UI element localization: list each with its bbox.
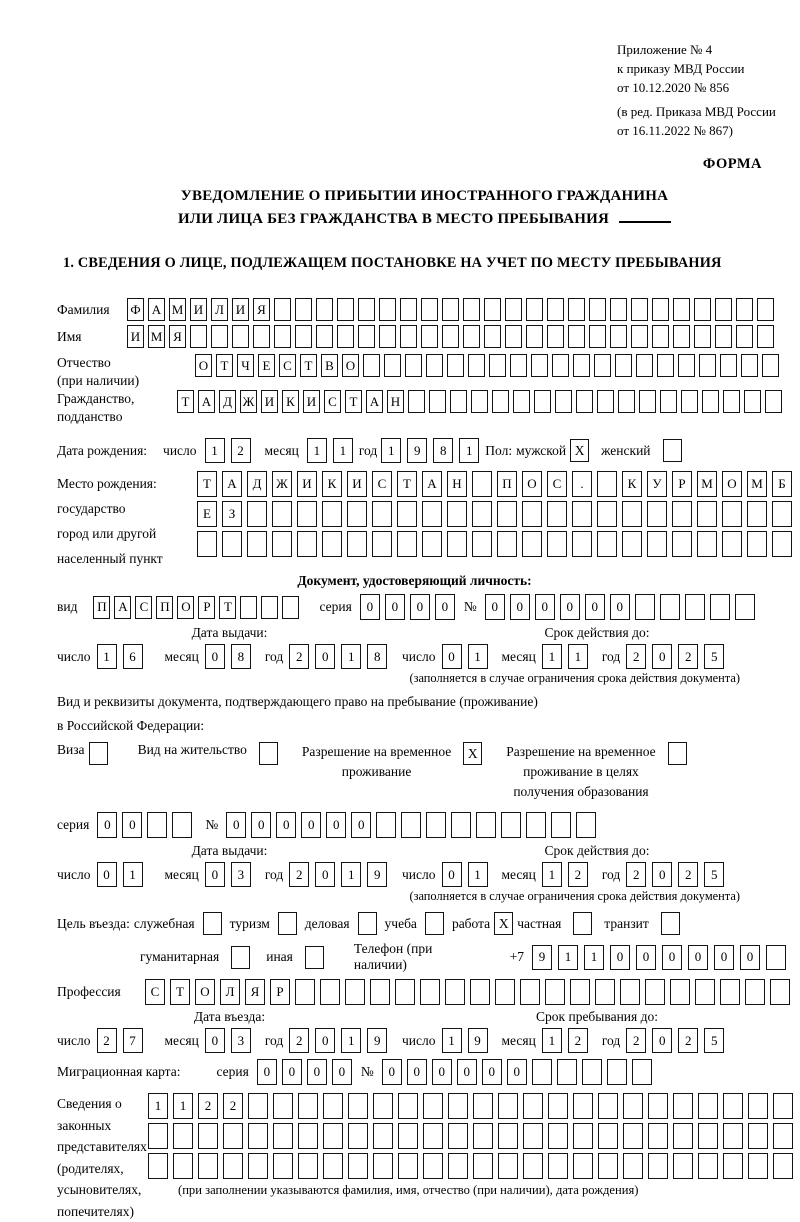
surname-row [57,298,792,321]
stay-valid-col [402,843,792,887]
birthplace-labels: Место рождения: государство город или другой населенный пункт [57,476,163,566]
migration-card-label: Миграционная карта: [57,1064,181,1079]
doc-number-label: № [463,599,477,614]
representatives-row3-cells[interactable] [148,1153,798,1179]
entry-date-title: Дата въезда: [193,1009,266,1024]
month-label: месяц [164,866,199,882]
identity-valid-month-cells[interactable]: 1 1 [542,644,594,669]
sex-male-checkbox[interactable]: X [570,439,589,462]
identity-issued-col [57,625,402,669]
birth-year-cells[interactable]: 1 9 8 1 [381,438,485,463]
form-title-line1: УВЕДОМЛЕНИЕ О ПРИБЫТИИ ИНОСТРАННОГО ГРАЖДАНИНА [180,188,669,204]
birthplace-row1-cells[interactable]: Т А Д Ж И К И С Т А Н П О С . К У Р М О М Б [197,471,797,497]
identity-doc-row [57,594,792,620]
identity-valid-col [402,625,792,669]
entry-day-cells[interactable]: 2 7 [97,1028,149,1053]
appendix-line: Приложение № 4 [617,42,713,57]
patronymic-label: Отчество (при наличии) [57,355,140,388]
visa-checkbox[interactable] [89,742,108,765]
section1-heading: 1. СВЕДЕНИЯ О ЛИЦЕ, ПОДЛЕЖАЩЕМ ПОСТАНОВКЕ НА УЧЕТ ПО МЕСТУ ПРЕБЫВАНИЯ [63,255,722,271]
doc-series-label: серия [319,599,352,614]
migration-card-row [57,1059,792,1085]
migration-series-label: серия [216,1064,249,1079]
surname-cells[interactable]: Ф А М И Л И Я [127,298,778,321]
profession-cells[interactable]: С Т О Л Я Р [145,979,795,1005]
stay-series-cells[interactable]: 0 0 [97,812,197,838]
stay-valid-day-cells[interactable]: 0 1 [442,862,494,887]
birth-row [57,438,792,463]
representatives-cells [148,1093,798,1198]
birth-label: Дата рождения: [57,442,148,458]
purpose-option-label: учеба [384,915,417,931]
purpose-transit-checkbox[interactable] [661,912,680,935]
profession-label: Профессия [57,984,121,999]
citizenship-cells[interactable]: Т А Д Ж И К И С Т А Н [177,390,786,413]
surname-label: Фамилия [57,301,110,317]
birthplace-cells [197,471,797,561]
form-title-line2: ИЛИ ЛИЦА БЕЗ ГРАЖДАНСТВА В МЕСТО ПРЕБЫВАНИЯ [57,208,792,231]
edition-line: (в ред. Приказа МВД России [617,104,776,119]
year-label: год [601,648,621,664]
phone-label: Телефон (при наличии) [353,941,433,972]
sex-male-label: мужской [516,442,567,458]
stay-valid-title: Срок действия до: [544,843,650,858]
entry-date-col [57,1009,402,1053]
representatives-row1-cells[interactable]: 1 1 2 2 [148,1093,798,1119]
month-label: месяц [501,1032,536,1048]
residence-permit-label: Вид на жительство [137,742,247,757]
day-label: число [57,648,91,664]
identity-issued-year-cells[interactable]: 2 0 1 8 [289,644,393,669]
purpose-option-label: транзит [604,915,649,931]
stay-until-month-cells[interactable]: 1 2 [542,1028,594,1053]
temp-permit-checkbox[interactable]: X [463,742,482,765]
purpose-official-checkbox[interactable] [203,912,222,935]
stay-series-label: серия [57,817,90,832]
year-label: год [264,1032,284,1048]
birth-year-label: год [358,442,378,458]
residence-permit-checkbox[interactable] [259,742,278,765]
purpose-study-checkbox[interactable] [425,912,444,935]
given-name-row [57,325,792,348]
purpose-humanitarian-checkbox[interactable] [231,946,250,969]
year-label: год [601,1032,621,1048]
purpose-option-label: работа [451,915,491,931]
citizenship-row [57,390,792,426]
appendix-line: от 10.12.2020 № 856 [617,80,730,95]
stay-valid-year-cells[interactable]: 2 0 2 5 [626,862,730,887]
doc-kind-cells[interactable]: П А С П О Р Т [93,596,303,619]
identity-doc-note: (заполняется в случае ограничения срока действия документа) [409,671,740,685]
birth-day-cells[interactable]: 1 2 [205,438,257,463]
stay-doc-dates [57,843,792,887]
birth-day-label: число [163,442,197,458]
migration-number-label: № [360,1064,374,1079]
identity-valid-title: Срок действия до: [544,625,650,640]
day-label: число [402,866,436,882]
year-label: год [601,866,621,882]
entry-year-cells[interactable]: 2 0 1 9 [289,1028,393,1053]
stay-until-title: Срок пребывания до: [536,1009,658,1024]
purpose-option-label: гуманитарная [140,949,220,964]
month-label: месяц [164,1032,199,1048]
identity-valid-year-cells[interactable]: 2 0 2 5 [626,644,730,669]
purpose-other-checkbox[interactable] [305,946,324,969]
year-label: год [264,648,284,664]
representatives-block [57,1093,792,1222]
stay-until-year-cells[interactable]: 2 0 2 5 [626,1028,730,1053]
purpose-option-label: служебная [133,915,195,931]
identity-issued-day-cells[interactable]: 1 6 [97,644,149,669]
stay-doc-intro1: Вид и реквизиты документа, подтверждающего право на пребывание (проживание) [57,694,538,709]
stay-doc-series-row [57,812,792,838]
stay-issued-day-cells[interactable]: 0 1 [97,862,149,887]
purpose-tourism-checkbox[interactable] [278,912,297,935]
profession-row [57,979,792,1005]
stay-number-cells[interactable]: 0 0 0 0 0 0 [226,812,601,838]
month-label: месяц [501,866,536,882]
stay-doc-intro2: в Российской Федерации: [57,718,205,733]
sex-label: Пол: [485,442,513,458]
stay-until-col [402,1009,792,1053]
stay-issued-year-cells[interactable]: 2 0 1 9 [289,862,393,887]
birth-month-cells[interactable]: 1 1 [307,438,359,463]
entry-month-cells[interactable]: 0 3 [205,1028,257,1053]
year-label: год [264,866,284,882]
day-label: число [402,648,436,664]
phone-prefix: +7 [509,949,524,964]
representatives-note: (при заполнении указываются фамилия, имя, отчество (при наличии), дата рождения) [178,1183,639,1197]
stay-issued-month-cells[interactable]: 0 3 [205,862,257,887]
doc-number-cells[interactable]: 0 0 0 0 0 0 [485,594,760,620]
stay-doc-note: (заполняется в случае ограничения срока действия документа) [409,889,740,903]
birth-month-label: месяц [264,442,299,458]
purpose-row [57,912,792,935]
citizenship-label: Гражданство, подданство [57,391,135,424]
purpose-private-checkbox[interactable] [573,912,592,935]
purpose-option-label: деловая [304,915,350,931]
identity-doc-dates [57,625,792,669]
entry-dates [57,1009,792,1053]
representatives-row2-cells[interactable] [148,1123,798,1149]
birthplace-row2-cells[interactable]: Е З [197,501,797,527]
birthplace-row3-cells[interactable] [197,531,797,557]
phone-cells[interactable]: 9 1 1 0 0 0 0 0 0 [532,945,792,970]
identity-valid-day-cells[interactable]: 0 1 [442,644,494,669]
day-label: число [57,1032,91,1048]
purpose-row2 [57,941,792,973]
doc-kind-label: вид [57,599,78,614]
visa-label: Виза [57,742,85,757]
patronymic-row [57,354,792,390]
representatives-labels: Сведения о законных представителях (родителях, усыновителях, попечителях) [57,1096,147,1219]
stay-doc-options [57,742,792,802]
appendix-line: к приказу МВД России [617,61,745,76]
stay-issued-title: Дата выдачи: [191,843,268,858]
purpose-label: Цель въезда: [57,915,130,931]
month-label: месяц [501,648,536,664]
patronymic-cells[interactable]: О Т Ч Е С Т В О [195,354,783,377]
doc-series-cells[interactable]: 0 0 0 0 [360,594,460,620]
identity-issued-month-cells[interactable]: 0 8 [205,644,257,669]
edition-line: от 16.11.2022 № 867) [617,123,734,138]
migration-series-cells[interactable]: 0 0 0 0 [257,1059,357,1085]
stay-number-label: № [205,817,219,832]
sex-female-label: женский [601,442,651,458]
edu-permit-checkbox[interactable] [668,742,687,765]
purpose-business-checkbox[interactable] [358,912,377,935]
day-label: число [57,866,91,882]
stay-issued-col [57,843,402,887]
appendix-reference [617,40,792,140]
given-name-label: Имя [57,328,82,344]
purpose-option-label: иная [266,949,293,964]
stay-valid-month-cells[interactable]: 1 2 [542,862,594,887]
purpose-option-label: туризм [229,915,270,931]
temp-permit-label: Разрешение на временное проживание [301,744,452,779]
title-blank-underline [619,221,671,223]
migration-number-cells[interactable]: 0 0 0 0 0 0 [382,1059,657,1085]
identity-doc-heading: Документ, удостоверяющий личность: [297,573,532,588]
purpose-work-checkbox[interactable]: X [494,912,513,935]
forma-label: ФОРМА [702,156,762,172]
form-title [57,185,792,231]
sex-female-checkbox[interactable] [663,439,682,462]
birthplace-block [57,471,792,571]
edu-permit-label: Разрешение на временное проживание в целях получения образования [506,744,656,799]
stay-until-day-cells[interactable]: 1 9 [442,1028,494,1053]
purpose-option-label: частная [517,915,562,931]
given-name-cells[interactable]: И М Я [127,325,778,348]
identity-issued-title: Дата выдачи: [191,625,268,640]
day-label: число [402,1032,436,1048]
month-label: месяц [164,648,199,664]
